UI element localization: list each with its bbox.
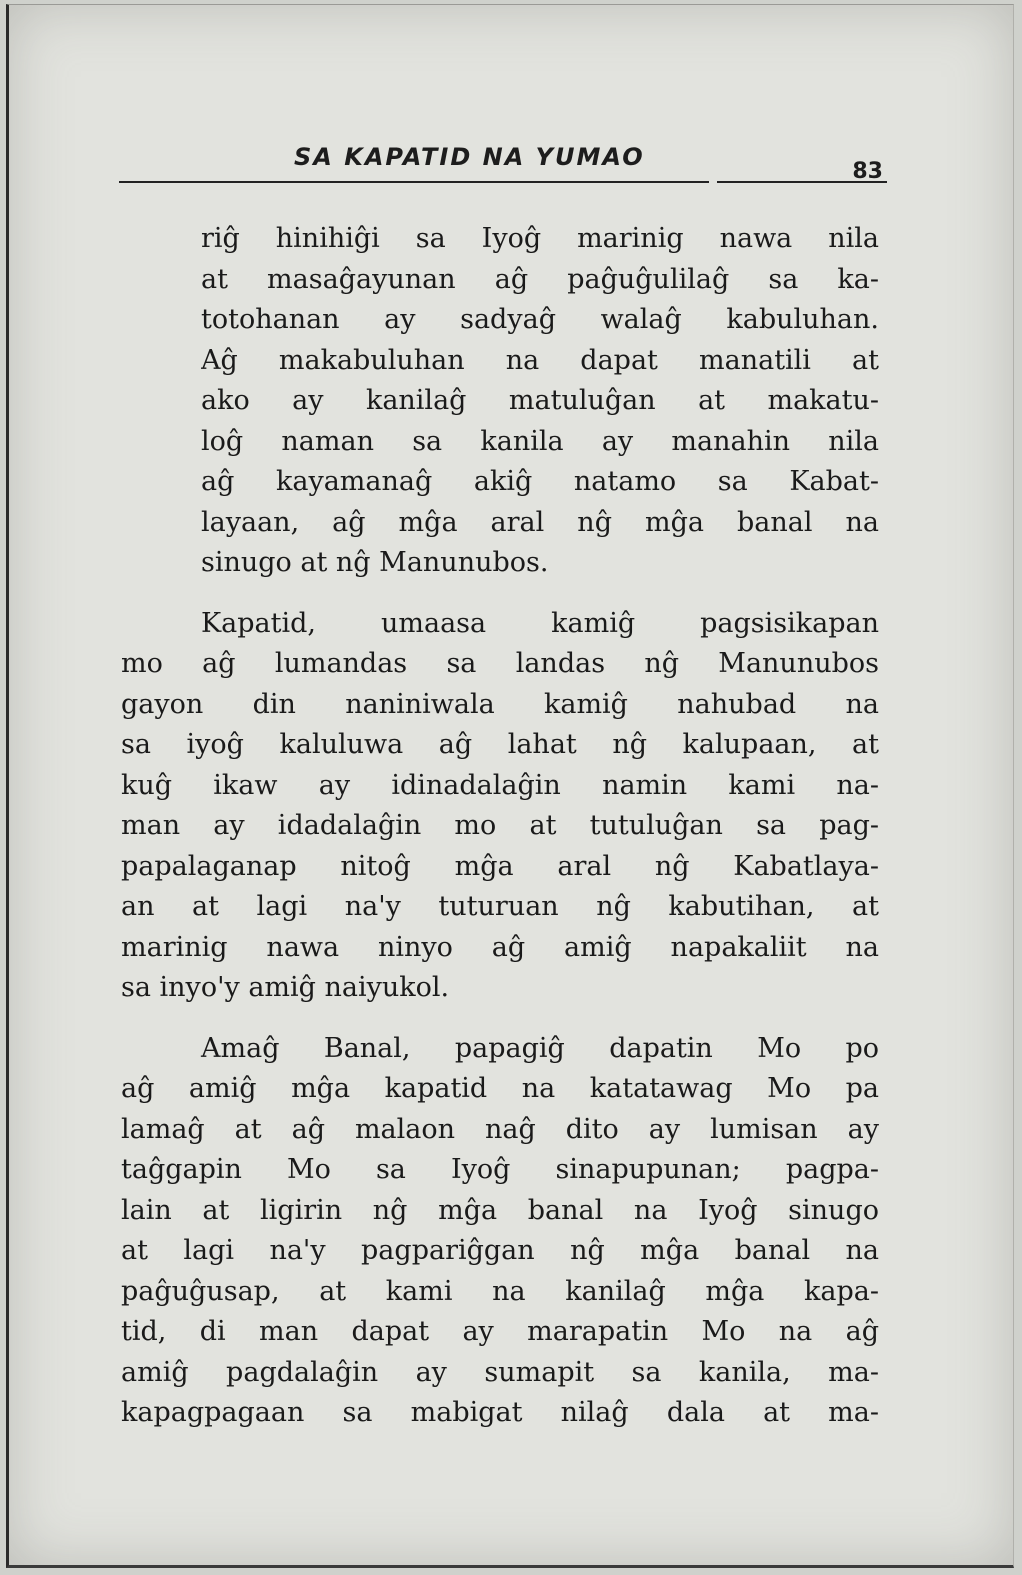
paragraph-2 — [121, 604, 879, 1009]
paragraph-1 — [121, 219, 879, 584]
body-text — [121, 219, 879, 1434]
text-line: papalaganap nitoĝ mĝa aral nĝ Kabatlaya- — [121, 850, 879, 882]
text-line: marinig nawa ninyo aĝ amiĝ napakaliit na — [121, 931, 879, 963]
text-line: Amaĝ Banal, papagiĝ dapatin Mo po — [201, 1032, 879, 1064]
text-line: layaan, aĝ mĝa aral nĝ mĝa banal na — [201, 506, 879, 538]
text-line: kuĝ ikaw ay idinadalaĝin namin kami na- — [121, 769, 879, 801]
text-line: paĝuĝusap, at kami na kanilaĝ mĝa kapa- — [121, 1275, 879, 1307]
text-line: aĝ amiĝ mĝa kapatid na katatawag Mo pa — [121, 1073, 879, 1104]
text-line: aĝ kayamanaĝ akiĝ natamo sa Kabat- — [201, 466, 879, 497]
header-rule-right — [717, 181, 887, 183]
text-line: ako ay kanilaĝ matuluĝan at makatu- — [201, 385, 879, 416]
text-line: lain at ligirin nĝ mĝa banal na Iyoĝ sinugo — [121, 1194, 879, 1226]
page-header — [119, 141, 889, 197]
text-line: sa inyo'y amiĝ naiyukol. — [121, 972, 450, 1003]
book-page — [6, 4, 1014, 1568]
page-number: 83 — [852, 159, 883, 184]
text-line: taĝgapin Mo sa Iyoĝ sinapupunan; pagpa- — [121, 1154, 879, 1185]
paragraph-3 — [121, 1029, 879, 1434]
text-line: an at lagi na'y tuturuan nĝ kabutihan, at — [121, 891, 879, 922]
text-line: Aĝ makabuluhan na dapat manatili at — [201, 344, 879, 376]
text-line: amiĝ pagdalaĝin ay sumapit sa kanila, ma- — [121, 1356, 879, 1388]
text-line: lamaĝ at aĝ malaon naĝ dito ay lumisan ay — [121, 1113, 879, 1145]
text-line: man ay idadalaĝin mo at tutuluĝan sa pag- — [121, 810, 879, 841]
text-line: loĝ naman sa kanila ay manahin nila — [201, 425, 879, 457]
header-rule — [119, 181, 709, 183]
text-line: kapagpagaan sa mabigat nilaĝ dala at ma- — [121, 1397, 879, 1428]
text-line: riĝ hinihiĝi sa Iyoĝ marinig nawa nila — [201, 223, 879, 254]
text-line: Kapatid, umaasa kamiĝ pagsisikapan — [201, 607, 879, 639]
text-line: totohanan ay sadyaĝ walaĝ kabuluhan. — [201, 304, 879, 335]
text-line: sa iyoĝ kaluluwa aĝ lahat nĝ kalupaan, at — [121, 729, 879, 760]
text-line: sinugo at nĝ Manunubos. — [201, 547, 549, 578]
text-line: at lagi na'y pagpariĝgan nĝ mĝa banal na — [121, 1235, 879, 1266]
text-line: tid, di man dapat ay marapatin Mo na aĝ — [121, 1316, 879, 1347]
text-line: mo aĝ lumandas sa landas nĝ Manunubos — [121, 648, 879, 679]
text-line: gayon din naniniwala kamiĝ nahubad na — [121, 688, 879, 720]
text-line: at masaĝayunan aĝ paĝuĝulilaĝ sa ka- — [201, 263, 879, 295]
running-title: SA KAPATID NA YUMAO — [294, 143, 645, 171]
